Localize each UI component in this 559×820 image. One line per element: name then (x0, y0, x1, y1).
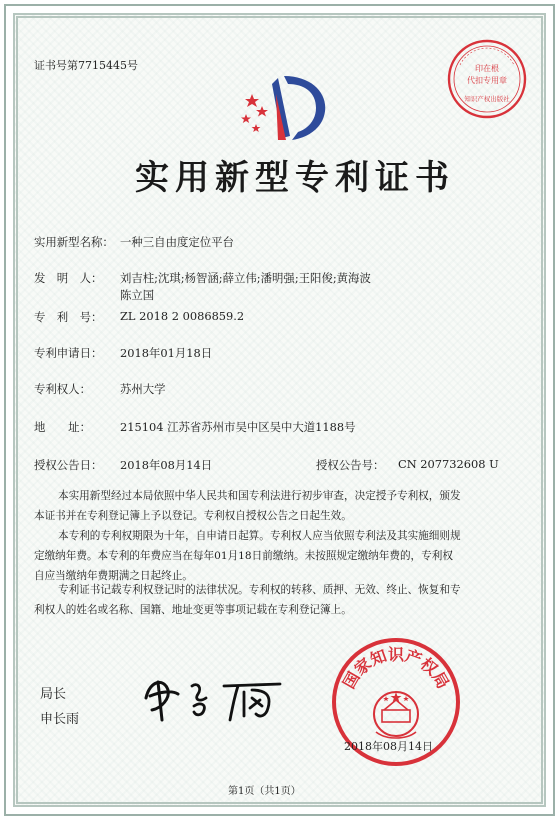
inventor-line1: 刘吉柱;沈琪;杨智涵;薛立伟;潘明强;王阳俊;黄海波 (120, 271, 371, 285)
patentee-value: 苏州大学 (120, 382, 166, 396)
patent-office-logo (232, 72, 332, 144)
top-right-stamp (446, 38, 528, 120)
paragraph-3-line-2: 利权人的姓名或名称、国籍、地址变更等事项记载在专利登记簿上。 (34, 604, 352, 616)
stamp-line1: 印在根 (475, 64, 499, 73)
grant-date-value: 2018年08月14日 (120, 458, 213, 472)
paragraph-1-line-1: 本实用新型经过本局依照中华人民共和国专利法进行初步审查，决定授予专利权，颁发 (58, 490, 461, 502)
stamp-line2: 代扣专用章 (467, 76, 507, 85)
patent-number-label: 专 利 号： (34, 310, 103, 324)
certificate-number: 证书号第7715445号 (34, 59, 138, 72)
page-indicator: 第1页（共1页） (228, 786, 301, 797)
seal-text: 国家知识产权局 (339, 645, 453, 692)
grant-number-label: 授权公告号： (316, 458, 385, 472)
paragraph-2-line-2: 定缴纳年费。本专利的年费应当在每年01月18日前缴纳。未按照规定缴纳年费的，专利权 (34, 550, 453, 562)
grant-date-label: 授权公告日： (34, 458, 103, 472)
grant-number-value: CN 207732608 U (398, 457, 499, 471)
stamp-line3: 知识产权出版社 (464, 95, 510, 103)
paragraph-2-line-1: 本专利的专利权期限为十年，自申请日起算。专利权人应当依照专利法及其实施细则规 (58, 530, 461, 542)
director-title: 局长 (40, 687, 67, 702)
handwritten-signature (140, 668, 290, 728)
certificate-title: 实用新型专利证书 (135, 158, 455, 198)
address-label: 地 址： (34, 420, 91, 434)
seal-date: 2018年08月14日 (344, 740, 433, 753)
paragraph-3-line-1: 专利证书记载专利权登记时的法律状况。专利权的转移、质押、无效、终止、恢复和专 (58, 584, 461, 596)
inventor-label: 发 明 人： (34, 271, 103, 285)
filing-date-value: 2018年01月18日 (120, 346, 213, 360)
paragraph-1-line-2: 本证书并在专利登记簿上予以登记。专利权自授权公告之日起生效。 (34, 510, 352, 522)
address-value: 215104 江苏省苏州市吴中区吴中大道1188号 (120, 420, 356, 434)
stamp-seal-icon (446, 38, 528, 120)
patentee-label: 专利权人： (34, 382, 91, 396)
inventor-line2: 陈立国 (120, 288, 155, 302)
signature-icon (140, 668, 290, 728)
utility-model-name-label: 实用新型名称： (34, 235, 114, 249)
utility-model-name-value: 一种三自由度定位平台 (120, 235, 234, 249)
cnipa-logo-icon (232, 72, 332, 144)
filing-date-label: 专利申请日： (34, 346, 103, 360)
director-name: 申长雨 (40, 712, 80, 727)
patent-number-value: ZL 2018 2 0086859.2 (120, 309, 245, 323)
paragraph-2-line-3: 自应当缴纳年费期满之日起终止。 (34, 570, 193, 582)
